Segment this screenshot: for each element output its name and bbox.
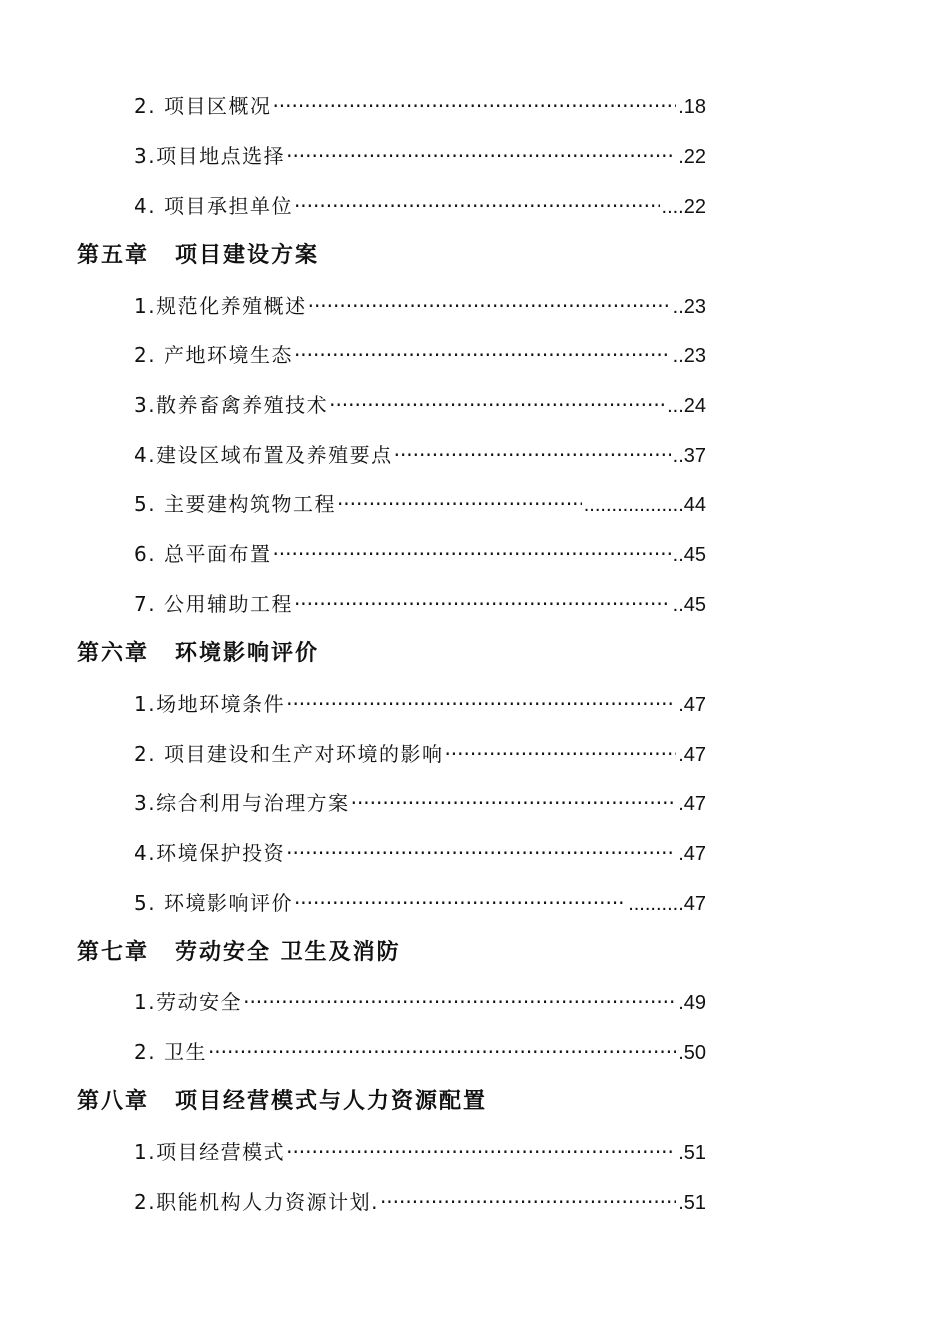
toc-entry-page: .51 bbox=[678, 1192, 706, 1214]
toc-chapter-heading bbox=[77, 1085, 487, 1119]
toc-entry-page: .51 bbox=[678, 1142, 706, 1164]
dot-leader bbox=[272, 537, 670, 571]
toc-entry-label: 3.散养畜禽养殖技术 bbox=[134, 393, 329, 417]
toc-entry-label: 4.环境保护投资 bbox=[134, 841, 286, 865]
toc-entry bbox=[134, 786, 706, 820]
dot-leader bbox=[351, 786, 677, 820]
toc-entry-page: .47 bbox=[678, 793, 706, 815]
toc-entry bbox=[134, 836, 706, 870]
dot-leader bbox=[294, 886, 626, 920]
toc-entry-page: .49 bbox=[678, 992, 706, 1014]
toc-entry bbox=[134, 587, 706, 621]
chapter-number: 第五章 bbox=[77, 243, 150, 268]
toc-chapter-heading bbox=[77, 936, 401, 970]
toc-entry-label: 2. 卫生 bbox=[134, 1040, 207, 1064]
toc-entry bbox=[134, 886, 706, 920]
chapter-title: 项目建设方案 bbox=[175, 243, 320, 268]
toc-entry bbox=[134, 438, 706, 472]
toc-entry-page: .47 bbox=[678, 843, 706, 865]
toc-entry bbox=[134, 1185, 706, 1219]
toc-entry-label: 1.劳动安全 bbox=[134, 990, 243, 1014]
toc-entry-page: ...24 bbox=[667, 395, 706, 417]
dot-leader bbox=[394, 438, 671, 472]
toc-entry bbox=[134, 1135, 706, 1169]
toc-entry-page: .47 bbox=[678, 694, 706, 716]
toc-entry-label: 2.职能机构人力资源计划. bbox=[134, 1190, 379, 1214]
toc-entry bbox=[134, 687, 706, 721]
toc-entry-label: 5. 环境影响评价 bbox=[134, 891, 293, 915]
toc-entry-page: .47 bbox=[678, 744, 706, 766]
chapter-title: 项目经营模式与人力资源配置 bbox=[175, 1089, 488, 1114]
toc-entry-label: 4. 项目承担单位 bbox=[134, 194, 293, 218]
dot-leader bbox=[294, 587, 671, 621]
toc-entry-label: 3.项目地点选择 bbox=[134, 144, 286, 168]
toc-entry bbox=[134, 737, 706, 771]
toc-entry bbox=[134, 289, 706, 323]
toc-entry bbox=[134, 89, 706, 123]
dot-leader bbox=[286, 1135, 676, 1169]
toc-entry bbox=[134, 1035, 706, 1069]
toc-entry-page: ..45 bbox=[672, 594, 706, 616]
dot-leader bbox=[380, 1185, 676, 1219]
dot-leader bbox=[444, 737, 676, 771]
toc-entry-page: .50 bbox=[678, 1042, 706, 1064]
toc-entry-page: ..23 bbox=[672, 345, 706, 367]
toc-entry-label: 3.综合利用与治理方案 bbox=[134, 791, 350, 815]
toc-entry-page: ....22 bbox=[661, 196, 706, 218]
toc-entry-page: ..........47 bbox=[628, 893, 706, 915]
toc-entry-page: ..23 bbox=[672, 296, 706, 318]
toc-entry-label: 1.场地环境条件 bbox=[134, 692, 286, 716]
toc-entry-page: ..37 bbox=[672, 445, 706, 467]
toc-entry bbox=[134, 985, 706, 1019]
dot-leader bbox=[308, 289, 671, 323]
toc-chapter-heading bbox=[77, 637, 319, 671]
toc-entry bbox=[134, 338, 706, 372]
toc-chapter-heading bbox=[77, 239, 319, 273]
dot-leader bbox=[329, 388, 665, 422]
toc-entry bbox=[134, 388, 706, 422]
toc-entry-page: ..45 bbox=[672, 544, 706, 566]
toc-entry bbox=[134, 537, 706, 571]
toc-entry-page: ..................44 bbox=[583, 494, 706, 516]
toc-entry-label: 7. 公用辅助工程 bbox=[134, 592, 293, 616]
chapter-number: 第八章 bbox=[77, 1089, 150, 1114]
toc-entry-label: 2. 项目建设和生产对环境的影响 bbox=[134, 742, 444, 766]
toc-entry-label: 4.建设区域布置及养殖要点 bbox=[134, 443, 393, 467]
dot-leader bbox=[243, 985, 676, 1019]
toc-entry-label: 6. 总平面布置 bbox=[134, 542, 272, 566]
chapter-title: 环境影响评价 bbox=[175, 641, 320, 666]
dot-leader bbox=[286, 687, 676, 721]
dot-leader bbox=[286, 139, 676, 173]
toc-entry bbox=[134, 487, 706, 521]
chapter-number: 第六章 bbox=[77, 641, 150, 666]
dot-leader bbox=[208, 1035, 676, 1069]
toc-entry-page: .22 bbox=[678, 146, 706, 168]
dot-leader bbox=[272, 89, 676, 123]
toc-entry bbox=[134, 189, 706, 223]
dot-leader bbox=[286, 836, 676, 870]
chapter-number: 第七章 bbox=[77, 940, 150, 965]
dot-leader bbox=[294, 338, 671, 372]
toc-entry-label: 1.项目经营模式 bbox=[134, 1140, 286, 1164]
toc-entry-label: 2. 产地环境生态 bbox=[134, 343, 293, 367]
toc-entry-label: 2. 项目区概况 bbox=[134, 94, 272, 118]
toc-entry-label: 5. 主要建构筑物工程 bbox=[134, 492, 336, 516]
chapter-title: 劳动安全 卫生及消防 bbox=[175, 940, 401, 965]
toc-entry-page: .18 bbox=[678, 96, 706, 118]
dot-leader bbox=[294, 189, 660, 223]
toc-entry bbox=[134, 139, 706, 173]
toc-entry-label: 1.规范化养殖概述 bbox=[134, 294, 307, 318]
dot-leader bbox=[337, 487, 582, 521]
